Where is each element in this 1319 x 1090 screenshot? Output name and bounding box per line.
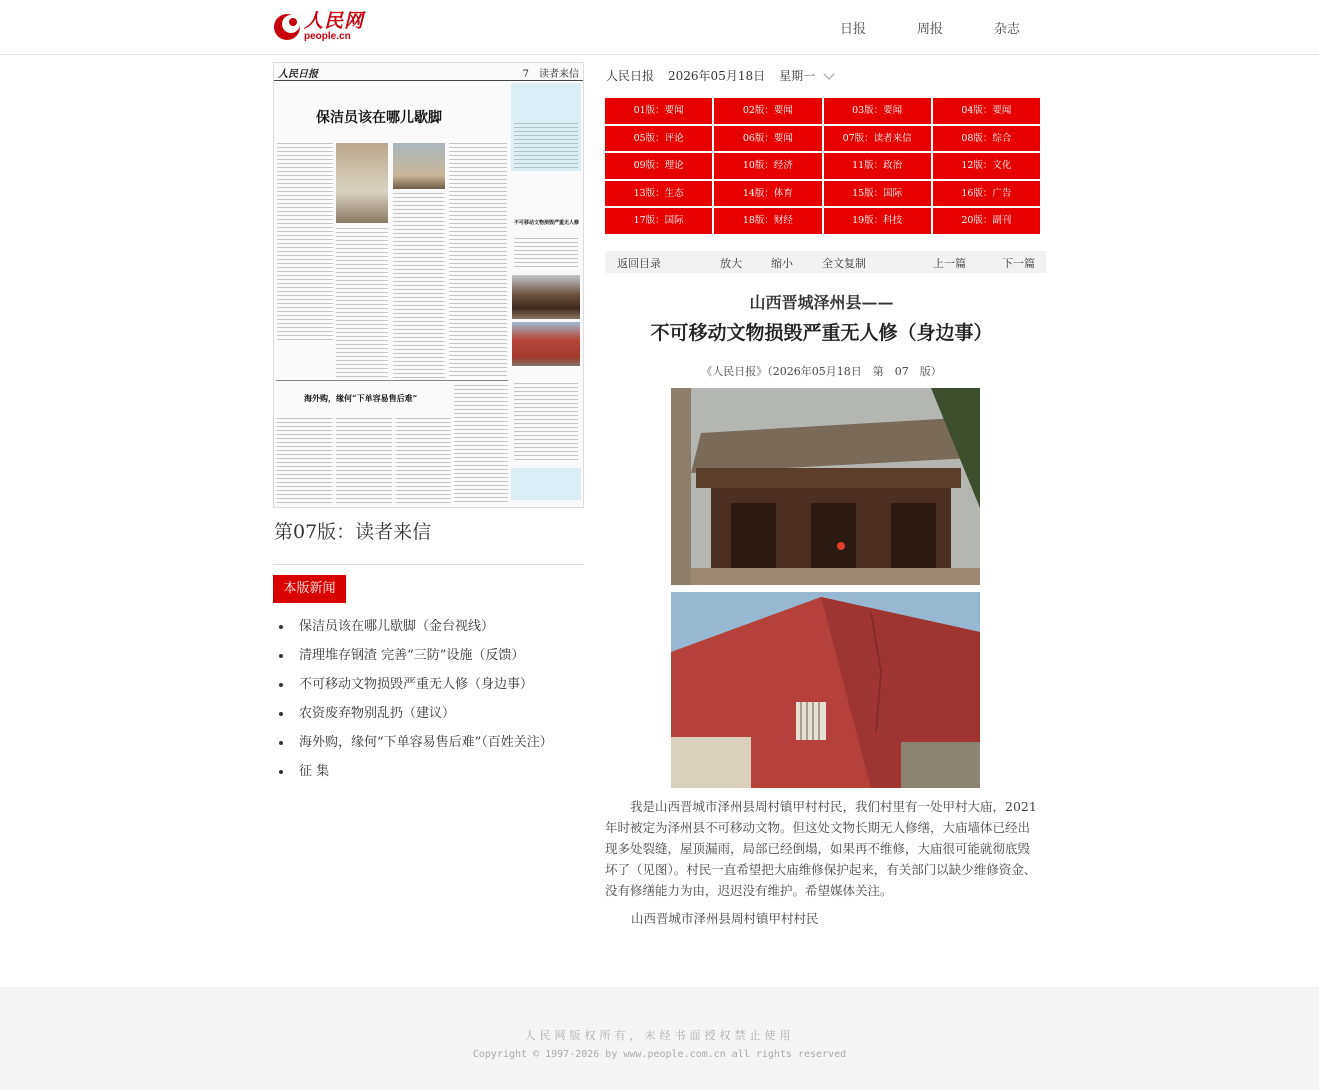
news-list-item[interactable] [279, 641, 553, 670]
thumbnail-sidebar-box [511, 468, 581, 500]
dateline-weekday: 星期一 [779, 69, 816, 83]
bullet-icon [279, 654, 283, 658]
thumbnail-photo [512, 275, 580, 319]
page-link[interactable]: 04版：要闻 [933, 98, 1040, 124]
copy-all-button[interactable]: 全文复制 [822, 257, 866, 270]
page-link[interactable]: 01版：要闻 [605, 98, 712, 124]
top-nav [840, 18, 1071, 37]
thumbnail-rule [276, 380, 508, 381]
nav-weekly[interactable]: 周报 [917, 22, 944, 37]
page-link[interactable]: 10版：经济 [714, 153, 821, 179]
page-directory-grid [605, 98, 1040, 234]
page-link[interactable]: 19版：科技 [824, 208, 931, 234]
people-logo[interactable] [272, 10, 364, 44]
bullet-icon [279, 683, 283, 687]
thumbnail-photo [512, 322, 580, 366]
logo-text-domain: people.cn [304, 31, 351, 42]
page-link[interactable]: 11版：政治 [824, 153, 931, 179]
article-toolbar [605, 251, 1046, 273]
section-news-badge: 本版新闻 [273, 575, 346, 603]
temple-wall-photo [671, 592, 980, 788]
thumbnail-page-heading [523, 65, 579, 80]
page-link[interactable]: 02版：要闻 [714, 98, 821, 124]
thumbnail-text-block [514, 383, 578, 463]
thumbnail-photo [336, 143, 388, 223]
thumbnail-text-block [277, 143, 333, 343]
page-link[interactable]: 03版：要闻 [824, 98, 931, 124]
thumbnail-headline-2: 海外购，缘何“下单容易售后难” [304, 393, 418, 403]
page-link[interactable]: 17版：国际 [605, 208, 712, 234]
bullet-icon [279, 770, 283, 774]
news-link[interactable]: 海外购，缘何“下单容易售后难”（百姓关注） [299, 735, 553, 750]
thumbnail-page-name: 读者来信 [539, 69, 579, 80]
news-list-item[interactable] [279, 728, 553, 757]
footer-copyright-cn: 人民网版权所有，未经书面授权禁止使用 [524, 1029, 795, 1042]
date-selector[interactable] [606, 67, 833, 84]
page-link[interactable]: 14版：体育 [714, 181, 821, 207]
article-title: 不可移动文物损毁严重无人修（身边事） [650, 322, 993, 344]
footer-copyright-en: Copyright © 1997-2026 by www.people.com.cn all rights reserved [472, 1049, 847, 1060]
article-body: 我是山西晋城市泽州县周村镇甲村村民，我们村里有一处甲村大庙，2021年时被定为泽州县不可移动文物。但这处文物长期无人修缮，大庙墙体已经出现多处裂缝，屋顶漏雨，局部已经倒塌，如果再不维修，大庙很可能就彻底毁坏了（见图）。村民一直希望把大庙维修保护起来，有关部门以缺少维修资金、没有修缮能力为由，迟迟没有维护。希望媒体关注。 [605, 799, 1037, 898]
article-pretitle: 山西晋城泽州县—— [749, 293, 894, 312]
news-list-item[interactable] [279, 670, 553, 699]
bullet-icon [279, 625, 283, 629]
article-source: 《人民日报》（2026年05月18日 第 07 版） [701, 365, 942, 378]
thumbnail-photo [393, 143, 445, 189]
thumbnail-page-no: 7 [522, 69, 529, 80]
logo-mark-icon [272, 12, 302, 42]
page-link[interactable]: 08版：综合 [933, 126, 1040, 152]
divider [273, 564, 584, 565]
thumbnail-text-block [395, 418, 451, 503]
news-link[interactable]: 不可移动文物损毁严重无人修（身边事） [299, 677, 534, 692]
page-label: 第07版：读者来信 [274, 521, 432, 543]
thumbnail-text-block [514, 238, 578, 270]
dateline-paper: 人民日报 [606, 69, 655, 83]
news-link[interactable]: 保洁员该在哪儿歇脚（金台视线） [299, 619, 495, 634]
temple-photo-drawing [671, 388, 980, 585]
site-header [0, 0, 1319, 55]
bullet-icon [279, 712, 283, 716]
page-link[interactable]: 20版：副刊 [933, 208, 1040, 234]
section-news-list [279, 612, 553, 786]
logo-text-cn: 人民网 [304, 10, 365, 32]
thumbnail-headline: 保洁员该在哪儿歇脚 [316, 110, 442, 126]
page-link[interactable]: 09版：理论 [605, 153, 712, 179]
news-link[interactable]: 征 集 [299, 764, 330, 779]
page-link[interactable]: 15版：国际 [824, 181, 931, 207]
thumbnail-text-block [454, 385, 508, 503]
page-link[interactable]: 12版：文化 [933, 153, 1040, 179]
news-link[interactable]: 清理堆存钢渣 完善“三防”设施（反馈） [299, 648, 525, 663]
dateline-date: 2026年05月18日 [668, 69, 766, 83]
news-link[interactable]: 农资废弃物别乱扔（建议） [299, 706, 456, 721]
page-link[interactable]: 07版：读者来信 [824, 126, 931, 152]
prev-article-button[interactable]: 上一篇 [933, 257, 966, 270]
thumbnail-text-block [336, 228, 388, 378]
thumbnail-side-headline: 不可移动文物损毁严重无人修 [514, 220, 580, 226]
page-link[interactable]: 05版：评论 [605, 126, 712, 152]
chevron-down-icon[interactable] [823, 68, 834, 79]
page-link[interactable]: 18版：财经 [714, 208, 821, 234]
news-list-item[interactable] [279, 757, 553, 786]
temple-photo [671, 388, 980, 585]
page-link[interactable]: 16版：广告 [933, 181, 1040, 207]
zoom-out-button[interactable]: 缩小 [771, 257, 793, 270]
news-list-item[interactable] [279, 612, 553, 641]
page-link[interactable]: 06版：要闻 [714, 126, 821, 152]
newspaper-page-thumbnail[interactable] [273, 62, 584, 508]
site-footer [0, 987, 1319, 1090]
thumbnail-text-block [393, 193, 445, 378]
article-signature: 山西晋城市泽州县周村镇甲村村民 [631, 911, 819, 926]
thumbnail-text-block [336, 418, 392, 503]
news-list-item[interactable] [279, 699, 553, 728]
temple-wall-photo-drawing [671, 592, 980, 788]
nav-magazine[interactable]: 杂志 [994, 22, 1021, 37]
page-link[interactable]: 13版：生态 [605, 181, 712, 207]
thumbnail-text-block [449, 143, 507, 378]
thumbnail-masthead: 人民日报 [278, 69, 318, 80]
zoom-in-button[interactable]: 放大 [720, 257, 742, 270]
thumbnail-text-block [514, 123, 578, 168]
nav-daily[interactable]: 日报 [840, 22, 867, 37]
thumbnail-text-block [277, 418, 333, 503]
next-article-button[interactable]: 下一篇 [1002, 257, 1035, 270]
back-to-index-button[interactable]: 返回目录 [617, 257, 661, 270]
bullet-icon [279, 741, 283, 745]
thumbnail-masthead-bar [274, 63, 583, 81]
